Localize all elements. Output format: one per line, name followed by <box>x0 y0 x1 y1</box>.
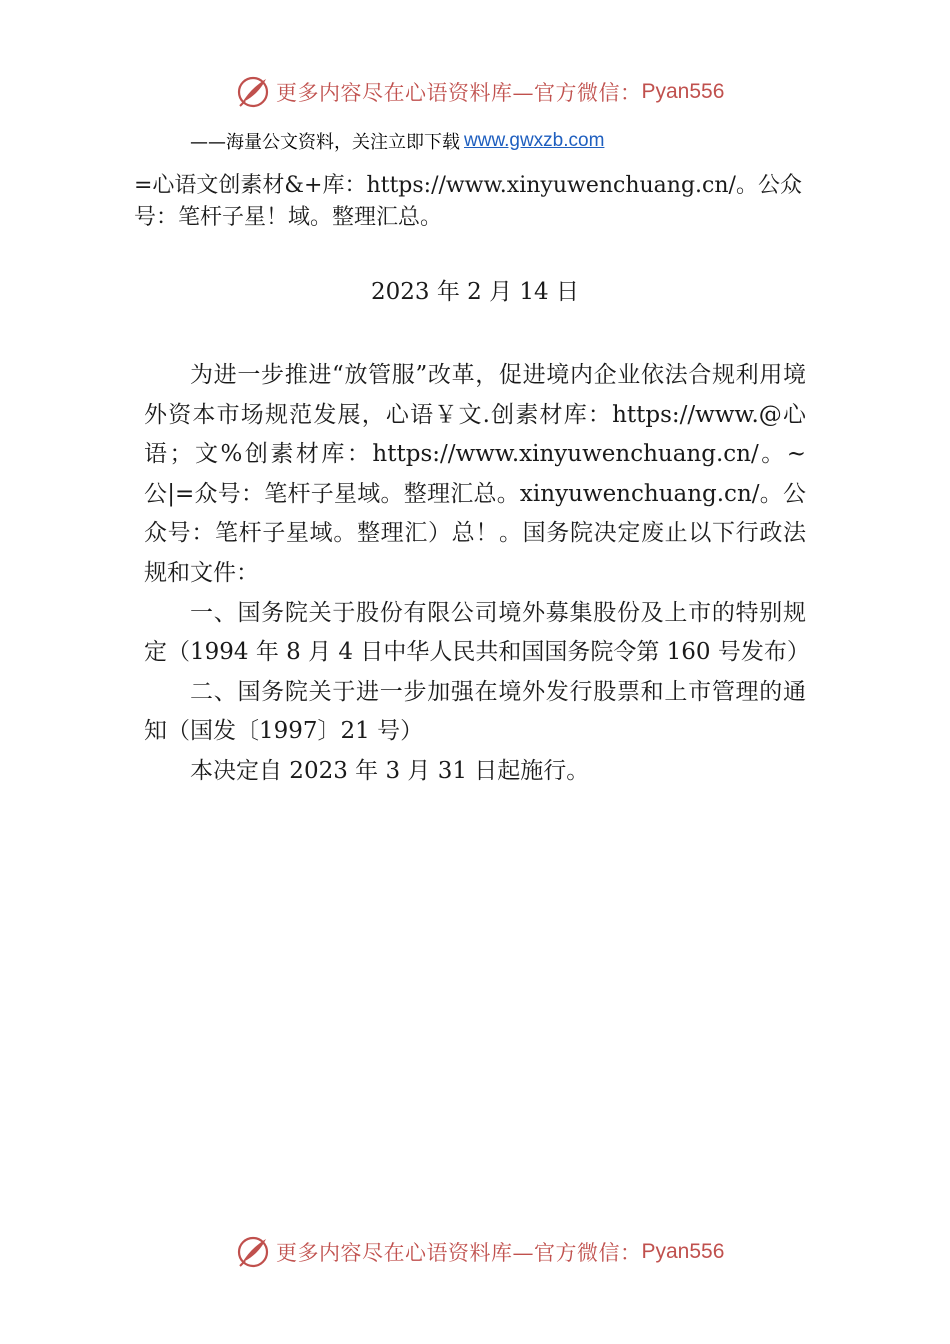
banner-contact: Pyan556 <box>641 80 725 103</box>
subbanner-text: ——海量公文资料，关注立即下载 <box>190 132 460 153</box>
header-banner <box>0 72 950 112</box>
banner-text: 更多内容尽在心语资料库—官方微信： <box>276 81 642 105</box>
subbanner <box>190 126 604 156</box>
document-date: 2023 年 2 月 14 日 <box>371 279 579 305</box>
quill-logo-icon <box>236 75 270 109</box>
footer-banner-text: 更多内容尽在心语资料库—官方微信： <box>276 1241 642 1265</box>
body-paragraph-intro: 为进一步推进“放管服”改革，促进境内企业依法合规利用境外资本市场规范发展，心语￥文.创素材库：https://www.@心语；文%创素材库：https://www.xinyuwenchuang.cn/。~公|=众号：笔杆子星域。整理汇总。xinyuwenchuang.cn/。公众号：笔杆子星域。整理汇）总！。国务院决定废止以下行政法规和文件： <box>144 362 806 586</box>
quill-logo-icon <box>236 1235 270 1269</box>
footer-banner-contact: Pyan556 <box>641 1240 725 1263</box>
footer-banner <box>0 1232 950 1272</box>
body-paragraph-item-2: 二、国务院关于进一步加强在境外发行股票和上市管理的通知（国发〔1997〕21 号） <box>144 678 806 745</box>
body-paragraph-effective: 本决定自 2023 年 3 月 31 日起施行。 <box>190 757 590 784</box>
download-link[interactable]: www.gwxzb.com <box>464 130 605 151</box>
document-body <box>144 356 810 792</box>
lead-text: =心语文创素材&+库：https://www.xinyuwenchuang.cn/。公众号：笔杆子星！域。整理汇总。 <box>134 173 802 230</box>
body-paragraph-item-1: 一、国务院关于股份有限公司境外募集股份及上市的特别规定（1994 年 8 月 4 日中华人民共和国国务院令第 160 号发布） <box>144 599 810 666</box>
